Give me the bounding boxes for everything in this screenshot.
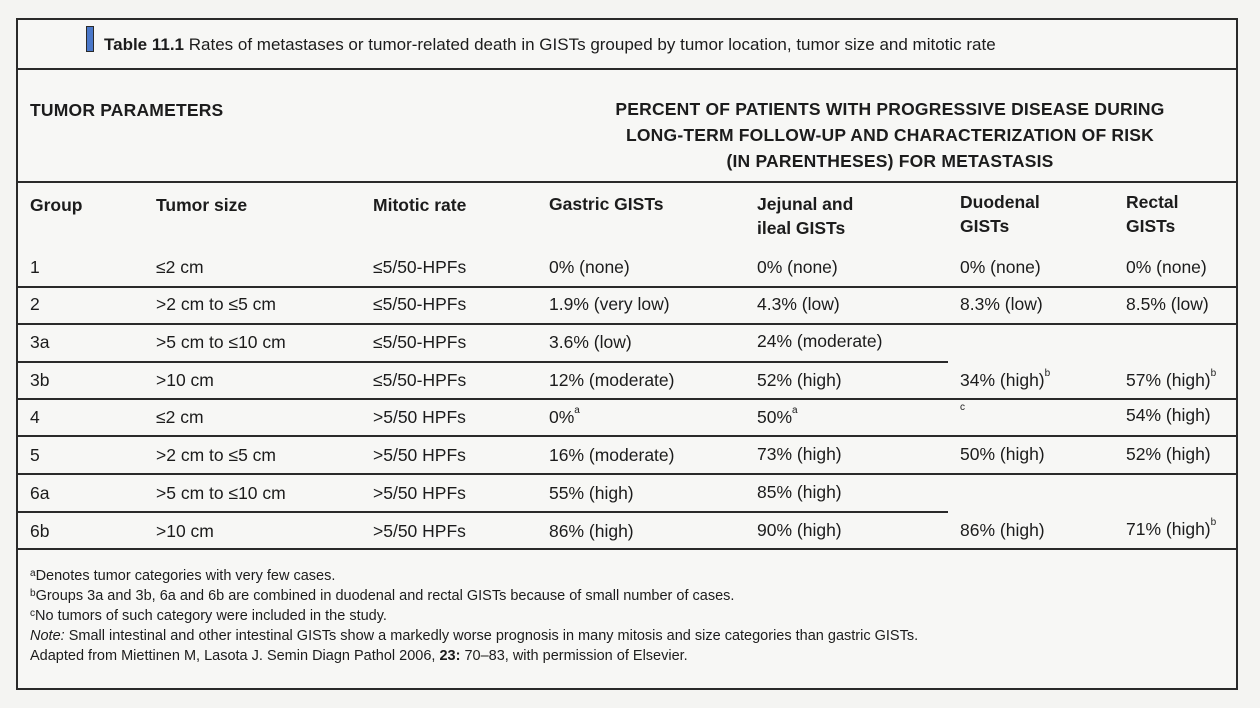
row-divider — [18, 286, 1236, 288]
cell-group: 1 — [30, 257, 40, 277]
cell-gastric: 16% (moderate) — [549, 445, 675, 465]
footnote-mark: c — [960, 402, 965, 413]
cell-size: ≤2 cm — [156, 407, 204, 427]
col-header-rectal-line-2: GISTs — [1126, 216, 1176, 236]
source-text-2: 70–83, with permission of Elsevier. — [460, 648, 688, 664]
footnote-mark: a — [574, 405, 580, 416]
tumor-parameters-header: TUMOR PARAMETERS — [30, 100, 224, 120]
cell-mitotic: >5/50 HPFs — [373, 483, 466, 503]
percent-header-line-1: PERCENT OF PATIENTS WITH PROGRESSIVE DISEASE DURING — [615, 99, 1165, 119]
cell-duodenal — [960, 404, 965, 425]
cell-duodenal: 0% (none) — [960, 257, 1041, 277]
cell-size: >10 cm — [156, 370, 214, 390]
percent-header-line-2: LONG-TERM FOLLOW-UP AND CHARACTERIZATION OF RISK — [625, 125, 1155, 145]
cell-rectal-value: 71% (high) — [1126, 519, 1211, 539]
row-divider — [18, 435, 1236, 437]
col-header-size: Tumor size — [156, 195, 248, 215]
cell-rectal: 54% (high) — [1126, 405, 1211, 425]
col-header-jejunal-line-2: ileal GISTs — [757, 218, 846, 238]
cell-jejunal: 90% (high) — [757, 520, 842, 540]
footnote-mark: a — [792, 405, 798, 416]
cell-mitotic: >5/50 HPFs — [373, 407, 466, 427]
cell-group: 2 — [30, 294, 40, 314]
cell-mitotic: >5/50 HPFs — [373, 445, 466, 465]
footnote-mark: c — [30, 608, 35, 619]
row-divider — [18, 511, 948, 513]
table-title — [104, 35, 996, 55]
col-header-rectal-line-1: Rectal — [1126, 192, 1179, 212]
table-bottom-divider — [18, 548, 1236, 550]
cell-size: >10 cm — [156, 521, 214, 541]
cell-duodenal: 86% (high) — [960, 520, 1045, 540]
row-divider — [18, 473, 1236, 475]
cell-jejunal — [757, 407, 798, 428]
cell-size: >5 cm to ≤10 cm — [156, 332, 286, 352]
cell-gastric: 55% (high) — [549, 483, 634, 503]
cell-jejunal: 85% (high) — [757, 482, 842, 502]
footnote-mark: b — [1044, 368, 1051, 379]
table-caption: Rates of metastases or tumor-related death in GISTs grouped by tumor location, tumor size and mitotic rate — [188, 35, 996, 54]
source-volume: 23: — [439, 648, 461, 664]
col-header-duodenal-line-2: GISTs — [960, 216, 1010, 236]
row-divider — [18, 323, 1236, 325]
footnotes — [30, 566, 918, 666]
source-text-1: Adapted from Miettinen M, Lasota J. Semin Diagn Pathol 2006, — [30, 648, 440, 664]
cell-jejunal: 73% (high) — [757, 444, 842, 464]
col-header-rectal — [1126, 190, 1179, 238]
percent-header-line-3: (IN PARENTHESES) FOR METASTASIS — [726, 151, 1054, 171]
cell-rectal — [1126, 519, 1216, 540]
cell-group: 3b — [30, 370, 50, 390]
footnote-c — [30, 606, 918, 626]
footnote-source — [30, 646, 918, 666]
note-text: Small intestinal and other intestinal GISTs show a markedly worse prognosis in many mitosis and size categories than gastric GISTs. — [64, 628, 919, 644]
footnote-mark: a — [30, 568, 36, 579]
col-header-duodenal-line-1: Duodenal — [960, 192, 1040, 212]
cell-gastric: 86% (high) — [549, 521, 634, 541]
cell-jejunal-value: 50% — [757, 407, 793, 427]
cell-duodenal: 50% (high) — [960, 444, 1045, 464]
cell-mitotic: ≤5/50-HPFs — [373, 294, 467, 314]
note-label: Note: — [30, 628, 65, 644]
cell-gastric: 12% (moderate) — [549, 370, 675, 390]
cell-jejunal: 24% (moderate) — [757, 331, 883, 351]
cell-mitotic: ≤5/50-HPFs — [373, 332, 467, 352]
col-header-group: Group — [30, 195, 83, 215]
cell-gastric: 1.9% (very low) — [549, 294, 670, 314]
cell-jejunal: 0% (none) — [757, 257, 838, 277]
cell-mitotic: ≤5/50-HPFs — [373, 370, 467, 390]
cell-gastric: 3.6% (low) — [549, 332, 632, 352]
footnote-c-text: No tumors of such category were included in the study. — [35, 608, 387, 624]
title-divider — [18, 68, 1236, 70]
footnote-note — [30, 626, 918, 646]
cell-rectal: 0% (none) — [1126, 257, 1207, 277]
cell-size: >2 cm to ≤5 cm — [156, 294, 276, 314]
cell-rectal: 8.5% (low) — [1126, 294, 1209, 314]
cell-group: 6b — [30, 521, 50, 541]
col-header-jejunal — [757, 192, 853, 240]
cell-group: 3a — [30, 332, 50, 352]
cell-gastric — [549, 407, 580, 428]
footnote-a — [30, 566, 918, 586]
footnote-b-text: Groups 3a and 3b, 6a and 6b are combined in duodenal and rectal GISTs because of small number of cases. — [35, 588, 735, 604]
cell-rectal-value: 57% (high) — [1126, 370, 1211, 390]
footnote-a-text: Denotes tumor categories with very few cases. — [35, 568, 336, 584]
cell-jejunal: 4.3% (low) — [757, 294, 840, 314]
cell-gastric-value: 0% — [549, 407, 575, 427]
footnote-mark: b — [1210, 517, 1217, 528]
footnote-mark: b — [1210, 368, 1217, 379]
col-header-jejunal-line-1: Jejunal and — [757, 194, 854, 214]
cell-gastric: 0% (none) — [549, 257, 630, 277]
cell-size: ≤2 cm — [156, 257, 204, 277]
footnote-mark: b — [30, 588, 36, 599]
cell-duodenal — [960, 370, 1050, 391]
title-marker — [86, 26, 94, 52]
cell-mitotic: ≤5/50-HPFs — [373, 257, 467, 277]
percent-header — [560, 96, 1220, 174]
col-header-gastric: Gastric GISTs — [549, 194, 664, 214]
col-header-duodenal — [960, 190, 1040, 238]
cell-size: >5 cm to ≤10 cm — [156, 483, 286, 503]
cell-rectal: 52% (high) — [1126, 444, 1211, 464]
table-number: Table 11.1 — [104, 35, 185, 54]
header-divider — [18, 181, 1236, 183]
cell-rectal — [1126, 370, 1216, 391]
row-divider — [18, 361, 948, 363]
cell-jejunal: 52% (high) — [757, 370, 842, 390]
cell-mitotic: >5/50 HPFs — [373, 521, 466, 541]
cell-group: 6a — [30, 483, 50, 503]
cell-group: 4 — [30, 407, 40, 427]
cell-size: >2 cm to ≤5 cm — [156, 445, 276, 465]
row-divider — [18, 398, 1236, 400]
footnote-b — [30, 586, 918, 606]
cell-duodenal-value: 34% (high) — [960, 370, 1045, 390]
cell-group: 5 — [30, 445, 40, 465]
col-header-mitotic: Mitotic rate — [373, 195, 467, 215]
cell-duodenal: 8.3% (low) — [960, 294, 1043, 314]
